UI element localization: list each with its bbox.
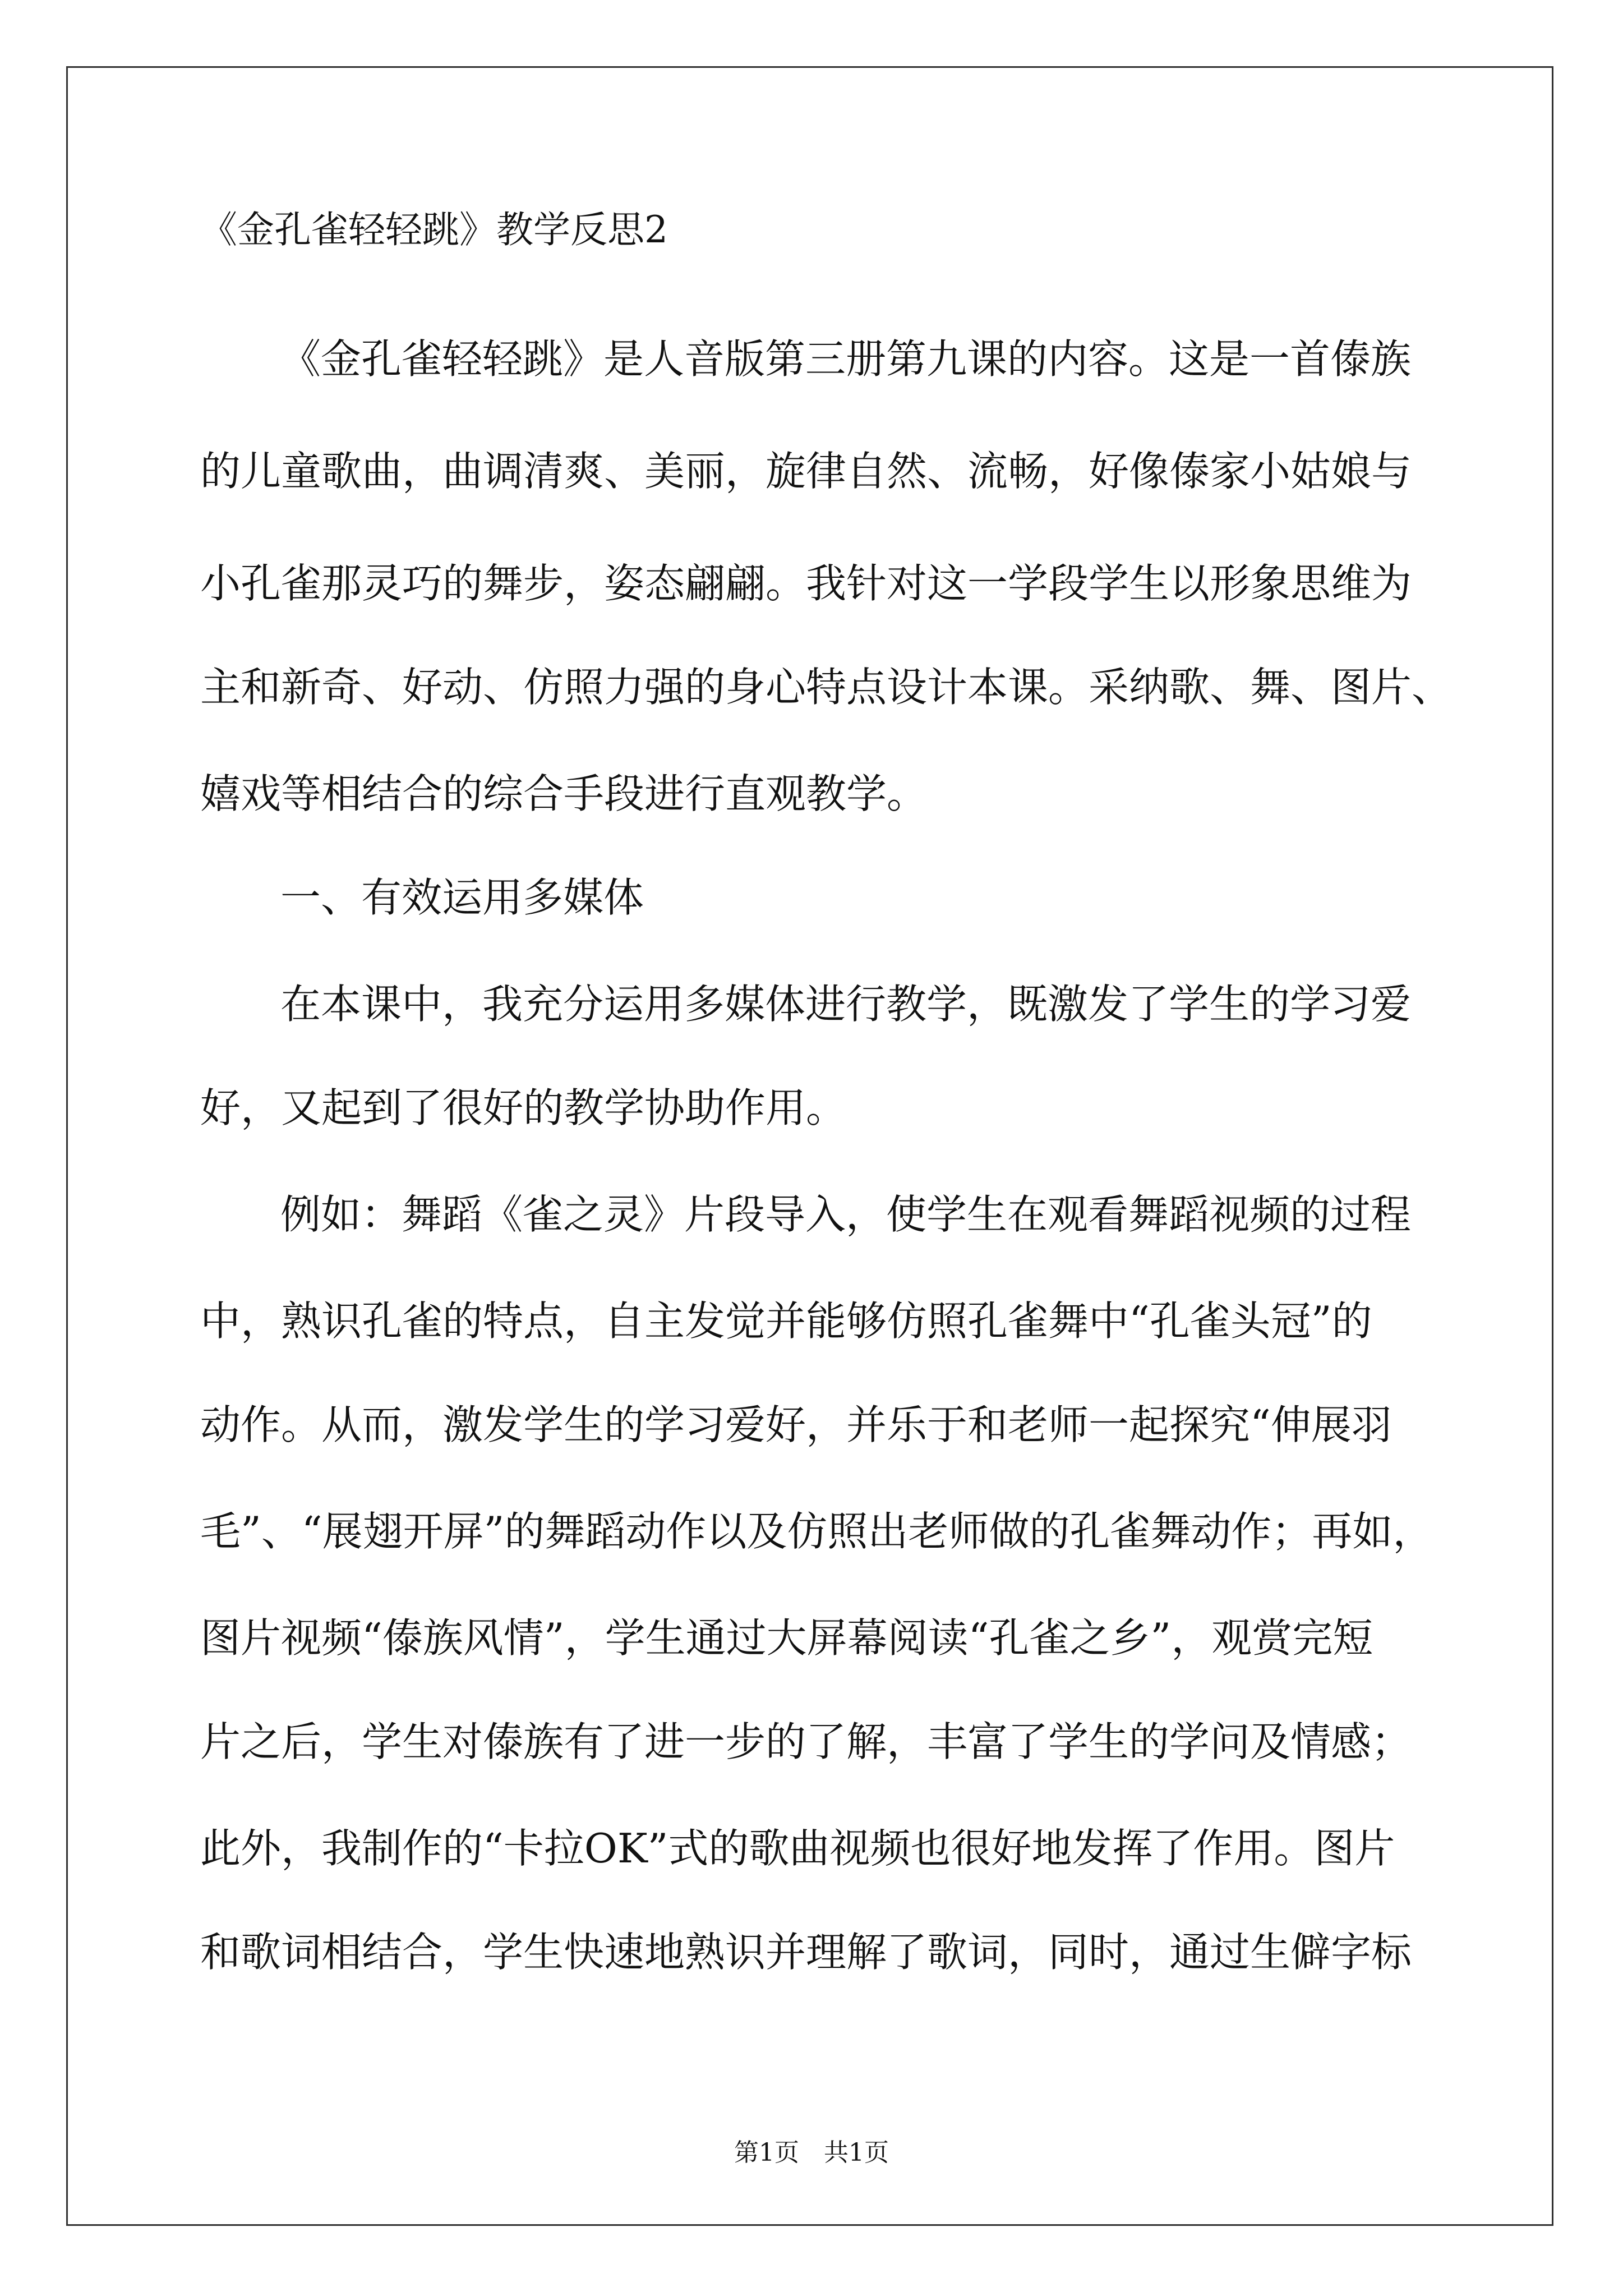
- paragraph-line: 例如：舞蹈《雀之灵》片段导入，使学生在观看舞蹈视频的过程: [280, 1191, 1412, 1238]
- paragraph-line: 图片视频“傣族风情”，学生通过大屏幕阅读“孔雀之乡”，观赏完短: [200, 1614, 1373, 1662]
- paragraph-line: 在本课中，我充分运用多媒体进行教学，既激发了学生的学习爱: [280, 981, 1412, 1028]
- paragraph-line: 此外，我制作的“卡拉OK”式的歌曲视频也很好地发挥了作用。图片: [200, 1825, 1395, 1872]
- paragraph-line: 和歌词相结合，学生快速地熟识并理解了歌词，同时，通过生僻字标: [200, 1929, 1412, 1976]
- section-heading: 一、有效运用多媒体: [280, 874, 644, 921]
- paragraph-line: 中，熟识孔雀的特点，自主发觉并能够仿照孔雀舞中“孔雀头冠”的: [200, 1297, 1372, 1345]
- paragraph-line: 《金孔雀轻轻跳》是人音版第三册第九课的内容。这是一首傣族: [280, 335, 1412, 383]
- paragraph-line: 毛”、“展翅开屏”的舞蹈动作以及仿照出老师做的孔雀舞动作；再如，: [200, 1508, 1433, 1555]
- paragraph-line: 动作。从而，激发学生的学习爱好，并乐于和老师一起探究“伸展羽: [200, 1401, 1392, 1448]
- paragraph-line: 的儿童歌曲，曲调清爽、美丽，旋律自然、流畅，好像傣家小姑娘与: [200, 448, 1412, 495]
- paragraph-line: 小孔雀那灵巧的舞步，姿态翩翩。我针对这一学段学生以形象思维为: [200, 560, 1412, 607]
- document-title: 《金孔雀轻轻跳》教学反思2: [200, 208, 668, 251]
- page-border: [66, 66, 1553, 2226]
- paragraph-line: 片之后，学生对傣族有了进一步的了解，丰富了学生的学问及情感；: [200, 1718, 1412, 1765]
- paragraph-line: 主和新奇、好动、仿照力强的身心特点设计本课。采纳歌、舞、图片、: [200, 664, 1453, 711]
- page-number: 第1页 共1页: [734, 2138, 889, 2167]
- paragraph-line: 嬉戏等相结合的综合手段进行直观教学。: [200, 770, 928, 817]
- paragraph-line: 好，又起到了很好的教学协助作用。: [200, 1084, 847, 1131]
